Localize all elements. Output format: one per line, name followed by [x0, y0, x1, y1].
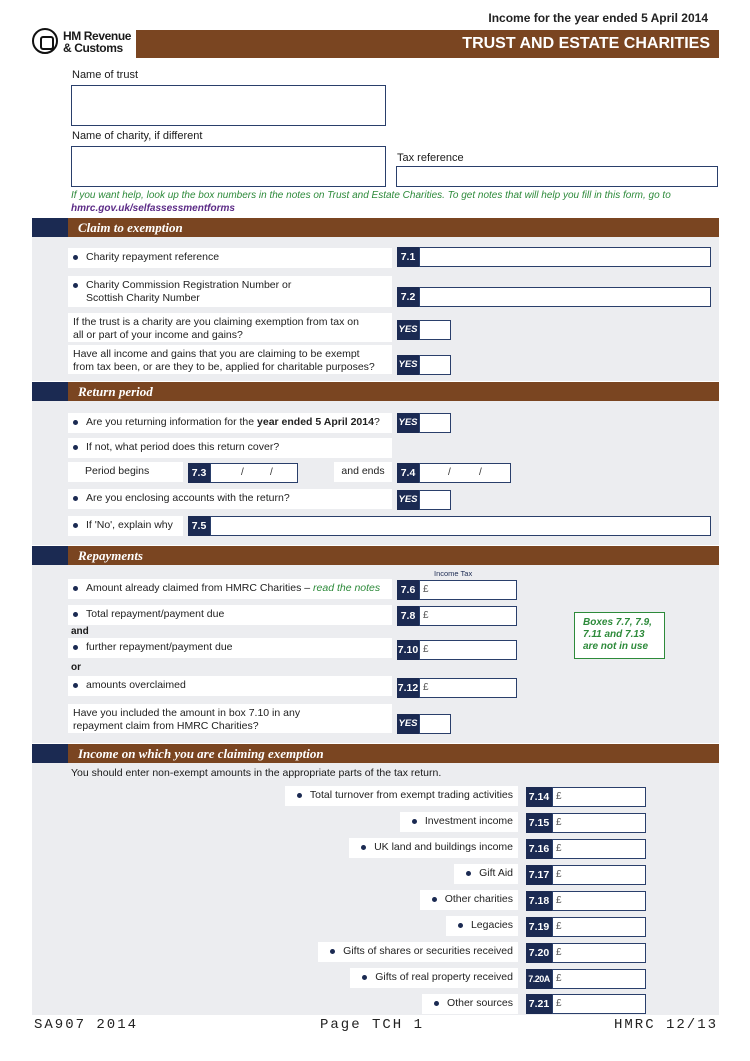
section-income-header: [32, 744, 719, 763]
section-repayments-header: [32, 546, 719, 565]
and-separator: and: [71, 626, 89, 637]
label-7-17: Gift Aid: [454, 864, 518, 884]
trust-name-field[interactable]: [71, 85, 386, 126]
form-title-bar: [136, 30, 719, 58]
field-7-5[interactable]: [210, 516, 711, 536]
income-tax-caption: Income Tax: [434, 569, 473, 578]
box-number-7-21: 7.21: [526, 994, 552, 1014]
section-income-title: Income on which you are claiming exemption: [78, 746, 324, 761]
label-explain-why: If 'No', explain why: [68, 516, 183, 536]
label-enclosing-accounts: Are you enclosing accounts with the return?: [68, 489, 392, 509]
footer-version: HMRC 12/13: [613, 1017, 718, 1033]
logo-line1: HM Revenue: [63, 29, 132, 43]
field-7-16[interactable]: £: [552, 839, 646, 859]
label-7-16: UK land and buildings income: [349, 838, 518, 858]
yes-checkbox-included[interactable]: [419, 714, 451, 734]
box-number-7-19: 7.19: [526, 917, 552, 937]
date-slash: /: [270, 467, 273, 478]
field-7-8[interactable]: £: [419, 606, 517, 626]
field-7-1[interactable]: [419, 247, 711, 267]
label-7-2: [68, 276, 392, 307]
year-question-pre: Are you returning information for the: [86, 416, 255, 428]
field-7-15[interactable]: £: [552, 813, 646, 833]
date-slash: /: [479, 467, 482, 478]
label-7-12: amounts overclaimed: [68, 676, 392, 696]
footer-page-number: Page TCH 1: [320, 1017, 425, 1033]
field-7-18[interactable]: £: [552, 891, 646, 911]
year-heading: Income for the year ended 5 April 2014: [488, 11, 708, 25]
field-7-14[interactable]: £: [552, 787, 646, 807]
yes-checkbox-applied[interactable]: [419, 355, 451, 375]
box-number-7-2: 7.2: [397, 287, 419, 307]
box-number-7-1: 7.1: [397, 247, 419, 267]
box-number-7-3: 7.3: [188, 463, 210, 483]
read-notes-link: read the notes: [313, 582, 381, 594]
box-number-7-14: 7.14: [526, 787, 552, 807]
crown-crest-icon: [32, 28, 58, 54]
label-year-ended: [68, 413, 392, 433]
field-7-20[interactable]: £: [552, 943, 646, 963]
date-slash: /: [241, 467, 244, 478]
box-number-7-10: 7.10: [397, 640, 419, 660]
label-7-8: Total repayment/payment due: [68, 605, 392, 625]
charity-name-field[interactable]: [71, 146, 386, 187]
field-7-21[interactable]: £: [552, 994, 646, 1014]
yes-label-applied: YES: [397, 355, 419, 375]
box-number-7-18: 7.18: [526, 891, 552, 911]
label-7-1: Charity repayment reference: [68, 248, 392, 268]
applied-line1: Have all income and gains that you are claiming to be exempt: [73, 348, 360, 360]
box-number-7-12: 7.12: [397, 678, 419, 698]
label-period-question: If not, what period does this return cover?: [68, 438, 392, 458]
label-7-10: further repayment/payment due: [68, 638, 392, 658]
form-title: TRUST AND ESTATE CHARITIES: [462, 35, 710, 52]
label-7-21: Other sources: [422, 994, 518, 1014]
section-repayments-title: Repayments: [78, 548, 143, 563]
label-included-710: [68, 704, 392, 733]
box-number-7-16: 7.16: [526, 839, 552, 859]
box-number-7-20: 7.20: [526, 943, 552, 963]
label-period-begins: Period begins: [68, 462, 183, 482]
footer-form-code: SA907 2014: [34, 1017, 139, 1033]
date-field-7-3[interactable]: [210, 463, 298, 483]
label-applied-charitable: [68, 345, 392, 374]
section-claim-header: [32, 218, 719, 237]
field-7-20a[interactable]: £: [552, 969, 646, 989]
field-7-2[interactable]: [419, 287, 711, 307]
logo-line2: & Customs: [63, 41, 123, 55]
label-7-6-text: Amount already claimed from HMRC Charities: [86, 582, 302, 594]
label-7-2-line1: Charity Commission Registration Number or: [73, 279, 387, 292]
claim-exemption-line1: If the trust is a charity are you claiming exemption from tax on: [73, 316, 359, 328]
year-question-post: ?: [373, 416, 380, 428]
help-text-body: If you want help, look up the box numbers in the notes on Trust and Estate Charities. To get notes that will help you fill in this form, go to: [71, 190, 671, 201]
yes-checkbox-exemption[interactable]: [419, 320, 451, 340]
applied-line2: from tax been, or are they to be, applied for charitable purposes?: [73, 361, 375, 373]
included-line1: Have you included the amount in box 7.10 in any: [73, 707, 301, 719]
help-text: [71, 189, 671, 215]
date-slash: /: [448, 467, 451, 478]
boxes-not-in-use-note: Boxes 7.7, 7.9, 7.11 and 7.13 are not in use: [574, 612, 665, 659]
field-7-6[interactable]: £: [419, 580, 517, 600]
label-and-ends: and ends: [334, 462, 392, 482]
yes-label-included: YES: [397, 714, 419, 734]
or-separator: or: [71, 662, 81, 673]
year-question-bold: year ended 5 April 2014: [257, 416, 374, 428]
box-number-7-17: 7.17: [526, 865, 552, 885]
box-number-7-6: 7.6: [397, 580, 419, 600]
section-return-header: [32, 382, 719, 401]
box-number-7-15: 7.15: [526, 813, 552, 833]
yes-label-accounts: YES: [397, 490, 419, 510]
label-7-15: Investment income: [400, 812, 518, 832]
label-7-20: Gifts of shares or securities received: [318, 942, 518, 962]
yes-checkbox-year[interactable]: [419, 413, 451, 433]
tax-reference-label: Tax reference: [397, 152, 464, 164]
help-link[interactable]: hmrc.gov.uk/selfassessmentforms: [71, 203, 235, 214]
included-line2: repayment claim from HMRC Charities?: [73, 720, 259, 732]
yes-checkbox-accounts[interactable]: [419, 490, 451, 510]
yes-label-year: YES: [397, 413, 419, 433]
box-number-7-8: 7.8: [397, 606, 419, 626]
trust-name-label: Name of trust: [72, 69, 139, 81]
income-intro-text: You should enter non-exempt amounts in the appropriate parts of the tax return.: [71, 767, 442, 779]
claim-exemption-line2: all or part of your income and gains?: [73, 329, 243, 341]
section-return-title: Return period: [78, 384, 153, 399]
yes-label-exemption: YES: [397, 320, 419, 340]
label-7-18: Other charities: [420, 890, 518, 910]
label-7-6-dash: –: [301, 582, 314, 594]
field-7-17[interactable]: £: [552, 865, 646, 885]
label-7-2-line2: Scottish Charity Number: [86, 292, 200, 304]
date-field-7-4[interactable]: [419, 463, 511, 483]
tax-reference-field[interactable]: [396, 166, 718, 187]
label-claim-exemption: [68, 313, 392, 342]
box-number-7-4: 7.4: [397, 463, 419, 483]
section-claim-title: Claim to exemption: [78, 220, 183, 235]
field-7-12[interactable]: £: [419, 678, 517, 698]
label-7-6: [68, 579, 392, 599]
field-7-19[interactable]: £: [552, 917, 646, 937]
box-number-7-20a: 7.20A: [526, 969, 552, 989]
label-7-14: Total turnover from exempt trading activities: [285, 786, 518, 806]
field-7-10[interactable]: £: [419, 640, 517, 660]
label-7-20a: Gifts of real property received: [350, 968, 518, 988]
box-number-7-5: 7.5: [188, 516, 210, 536]
label-7-19: Legacies: [446, 916, 518, 936]
charity-name-label: Name of charity, if different: [72, 130, 203, 142]
